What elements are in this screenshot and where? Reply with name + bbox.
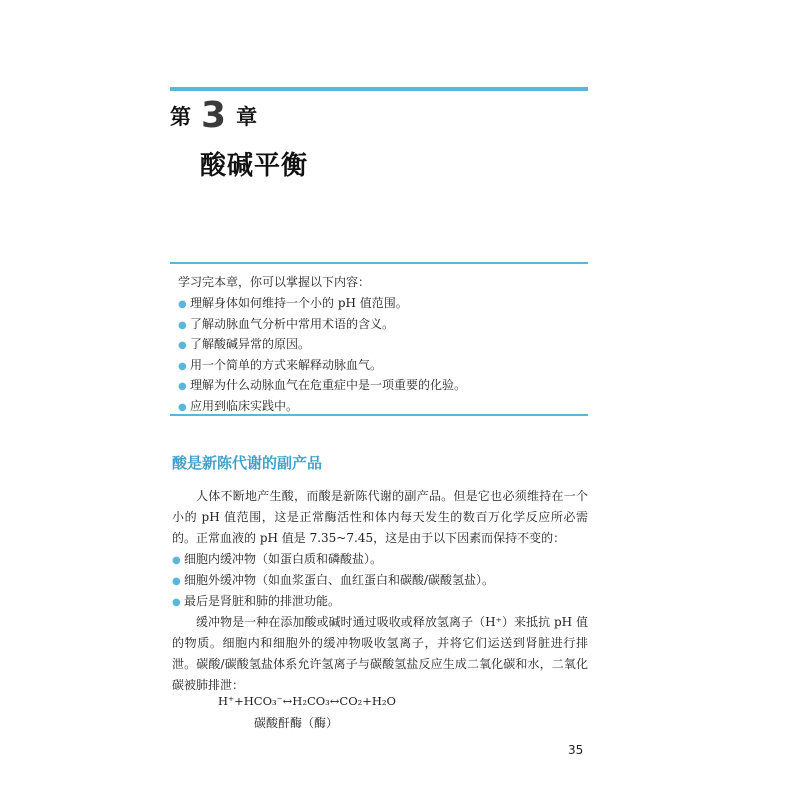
buffer-list-item: ● 细胞外缓冲物（如血浆蛋白、血红蛋白和碳酸/碳酸氢盐）。 bbox=[172, 570, 588, 591]
objective-item: ● 理解为什么动脉血气在危重症中是一项重要的化验。 bbox=[178, 375, 466, 396]
bullet-icon: ● bbox=[172, 597, 181, 608]
chapter-label bbox=[170, 96, 257, 136]
objective-item: ● 了解酸碱异常的原因。 bbox=[178, 334, 466, 355]
bullet-icon: ● bbox=[178, 319, 187, 331]
chapter-prefix: 第 bbox=[170, 105, 191, 129]
buffer-list-item: ● 细胞内缓冲物（如蛋白质和磷酸盐）。 bbox=[172, 549, 588, 570]
learning-objectives-box bbox=[170, 262, 588, 416]
bullet-icon: ● bbox=[178, 381, 187, 392]
chemical-equation: H⁺+HCO₃⁻↔H₂CO₃↔CO₂+H₂O bbox=[218, 694, 396, 708]
chapter-number: 3 bbox=[201, 95, 227, 136]
bullet-icon: ● bbox=[178, 401, 187, 413]
page-number: 35 bbox=[568, 743, 584, 757]
buffer-list bbox=[172, 549, 588, 612]
chapter-suffix: 章 bbox=[236, 105, 258, 129]
objectives-intro: 学习完本章，你可以掌握以下内容： bbox=[178, 275, 371, 289]
buffer-list-item: ● 最后是肾脏和肺的排泄功能。 bbox=[172, 591, 588, 612]
bullet-icon: ● bbox=[178, 299, 187, 310]
chapter-title: 酸碱平衡 bbox=[200, 151, 309, 181]
paragraph-1: 人体不断地产生酸，而酸是新陈代谢的副产品。但是它也必须维持在一个小的 pH 值范围，这是正常酶活性和体内每天发生的数百万化学反应所必需的。正常血液的 pH 值是 7.35~7.45，这是由于以下因素而保持不变的： bbox=[172, 489, 588, 545]
objective-item: ● 应用到临床实践中。 bbox=[178, 396, 466, 417]
objectives-list bbox=[178, 293, 466, 416]
objective-item: ● 了解动脉血气分析中常用术语的含义。 bbox=[178, 314, 466, 335]
bullet-icon: ● bbox=[178, 360, 187, 372]
bullet-icon: ● bbox=[172, 555, 181, 566]
paragraph-2: 缓冲物是一种在添加酸或碱时通过吸收或释放氢离子（H⁺）来抵抗 pH 值的物质。细胞内和细胞外的缓冲物吸收氢离子，并将它们运送到肾脏进行排泄。碳酸/碳酸氢盐体系允许氢离子与碳酸氢盐反应生成二氧化碳和水，二氧化碳被肺排泄： bbox=[172, 615, 588, 692]
objective-item: ● 用一个简单的方式来解释动脉血气。 bbox=[178, 355, 466, 376]
bullet-icon: ● bbox=[178, 340, 187, 351]
section-body bbox=[172, 486, 588, 696]
objective-item: ● 理解身体如何维持一个小的 pH 值范围。 bbox=[178, 293, 466, 314]
enzyme-label: 碳酸酐酶（酶） bbox=[254, 716, 339, 730]
chapter-top-rule bbox=[170, 87, 588, 91]
bullet-icon: ● bbox=[172, 576, 181, 587]
section-heading: 酸是新陈代谢的副产品 bbox=[172, 454, 323, 472]
